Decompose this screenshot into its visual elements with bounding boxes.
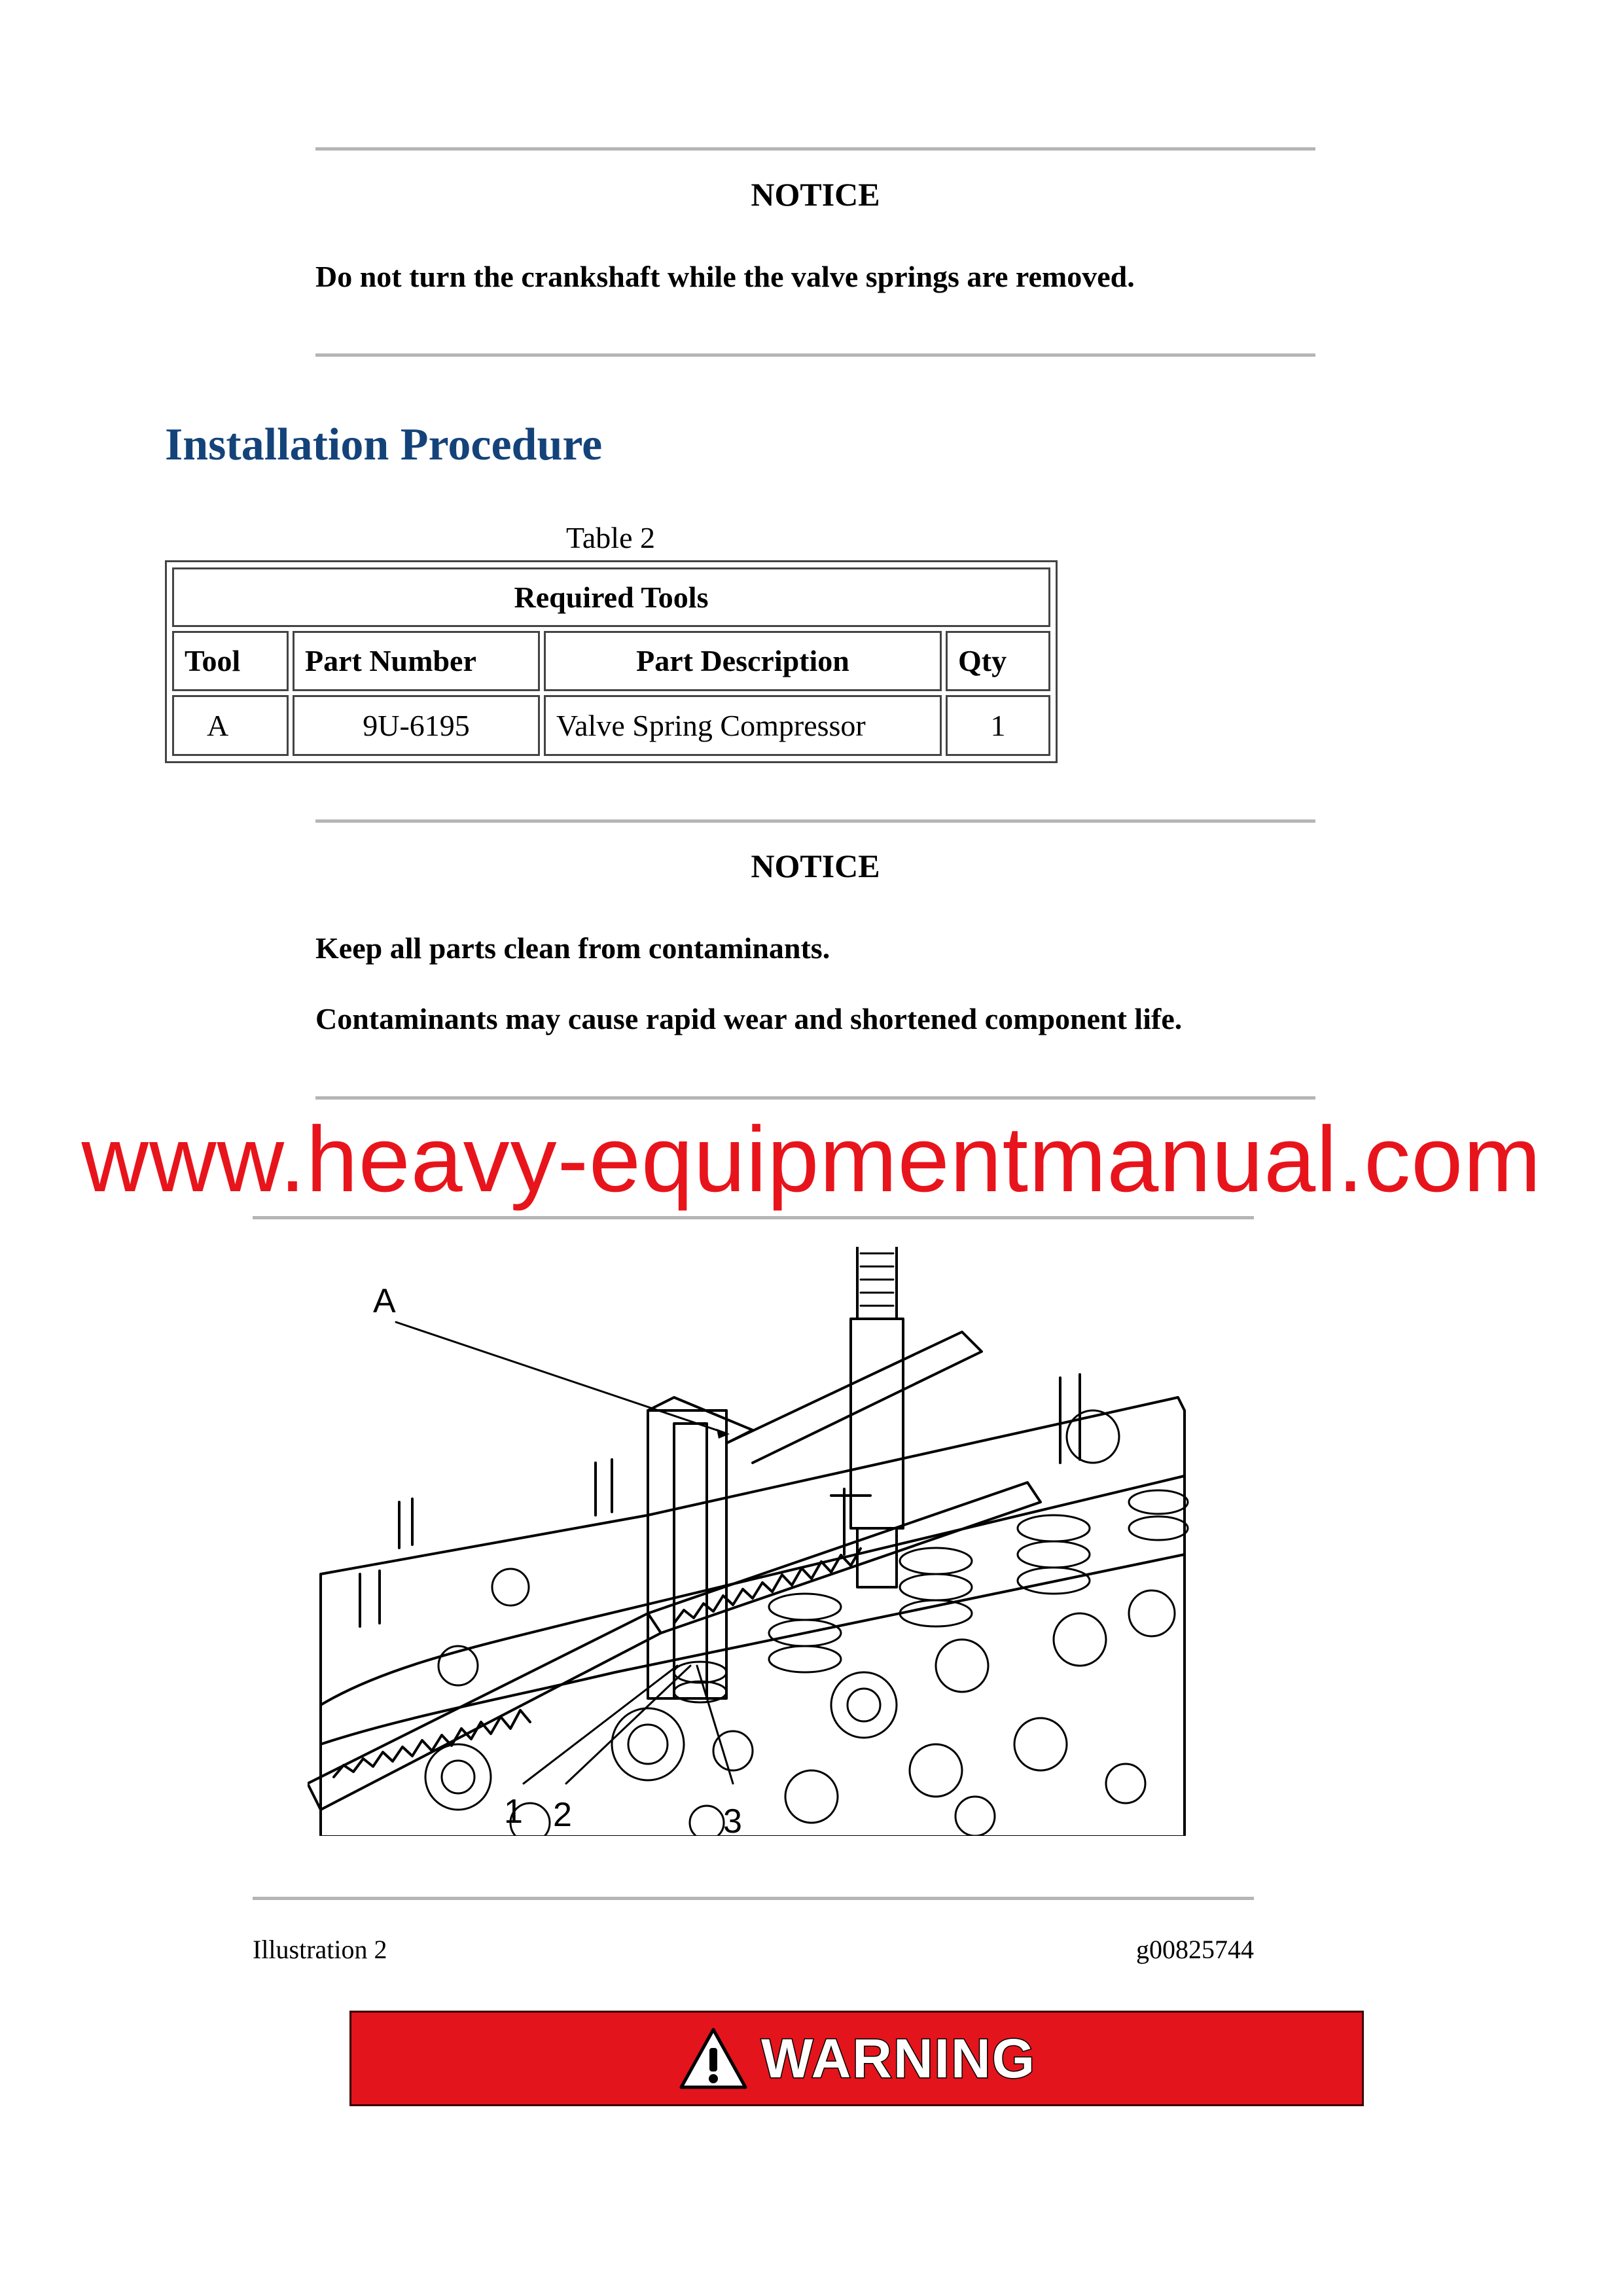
notice2-bottom-rule <box>315 1096 1315 1100</box>
cell-part-number: 9U-6195 <box>293 695 540 756</box>
illustration-code: g00825744 <box>1136 1935 1254 1964</box>
header-qty: Qty <box>946 631 1050 692</box>
callout-2: 2 <box>553 1796 572 1834</box>
header-part-description: Part Description <box>544 631 942 692</box>
callout-1: 1 <box>504 1793 523 1831</box>
warning-label: WARNING <box>761 2027 1036 2089</box>
cell-part-description: Valve Spring Compressor <box>544 695 942 756</box>
header-tool: Tool <box>172 631 289 692</box>
callout-3: 3 <box>723 1803 742 1836</box>
illustration-bottom-rule <box>253 1897 1254 1900</box>
callout-a: A <box>373 1282 396 1320</box>
table-row <box>172 695 1050 756</box>
watermark-url: www.heavy-equipmentmanual.com <box>81 1107 1542 1211</box>
warning-triangle-icon <box>677 2026 749 2091</box>
notice-title: NOTICE <box>751 176 880 213</box>
notice2-line-1: Keep all parts clean from contaminants. <box>315 931 830 965</box>
notice-top-rule <box>315 147 1315 151</box>
notice-bottom-rule <box>315 353 1315 357</box>
cell-tool: A <box>172 695 289 756</box>
cell-qty: 1 <box>946 695 1050 756</box>
illustration-top-rule <box>253 1216 1254 1219</box>
table-caption: Table 2 <box>565 521 655 554</box>
table-title: Required Tools <box>172 567 1050 627</box>
header-part-number: Part Number <box>293 631 540 692</box>
notice2-title: NOTICE <box>751 848 880 884</box>
illustration-caption: Illustration 2 <box>253 1935 387 1964</box>
notice2-line-2: Contaminants may cause rapid wear and shortened component life. <box>315 1002 1183 1035</box>
section-heading: Installation Procedure <box>165 420 603 470</box>
warning-banner <box>349 2011 1364 2106</box>
valve-spring-compressor-illustration <box>308 1247 1191 1836</box>
required-tools-table <box>165 560 1058 763</box>
notice2-top-rule <box>315 819 1315 823</box>
notice-text: Do not turn the crankshaft while the valve springs are removed. <box>315 260 1135 293</box>
